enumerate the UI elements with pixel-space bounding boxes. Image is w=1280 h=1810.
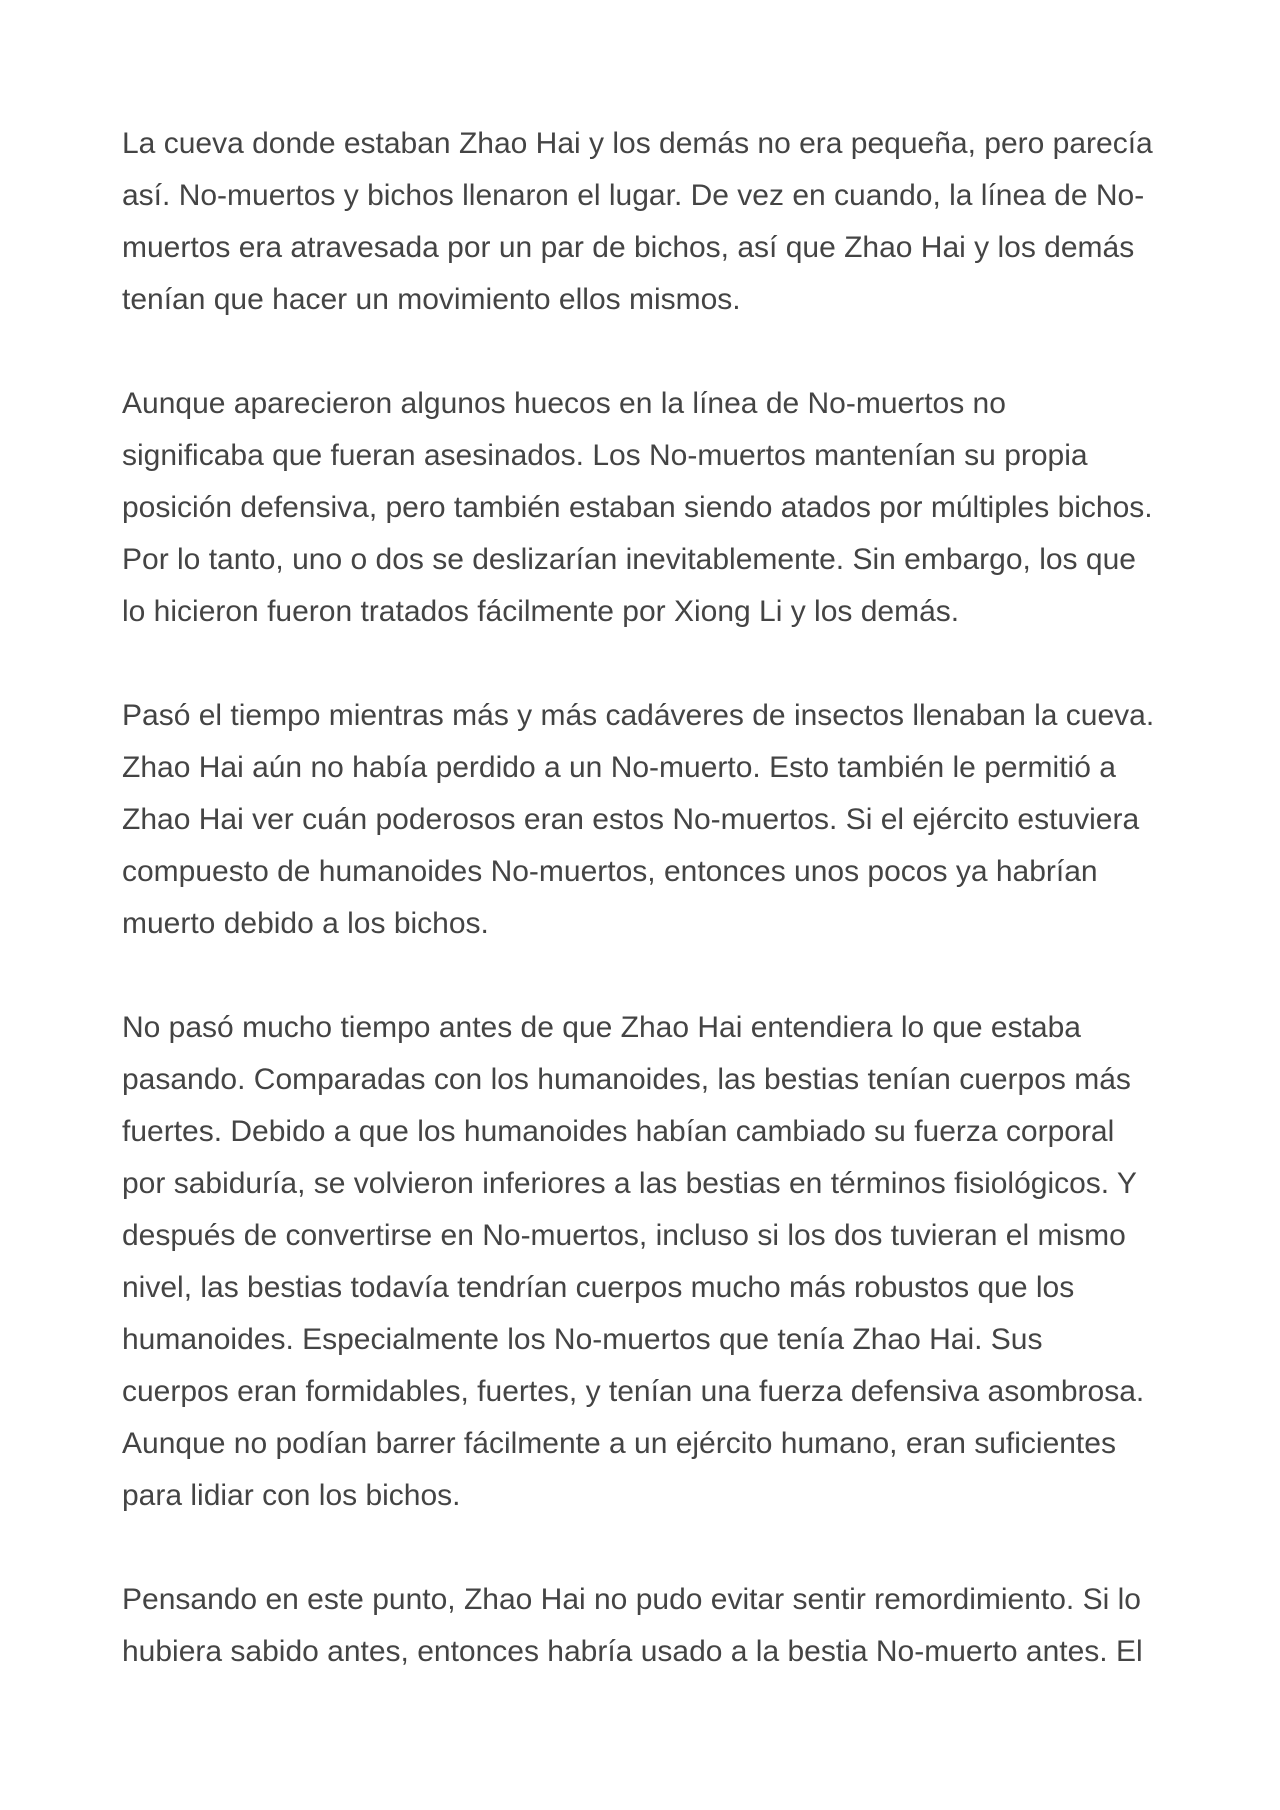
text-line: Aunque aparecieron algunos huecos en la línea de No-muertos no <box>122 387 1006 420</box>
text-line: cuerpos eran formidables, fuertes, y tenían una fuerza defensiva asombrosa. <box>122 1375 1145 1408</box>
text-line: por sabiduría, se volvieron inferiores a las bestias en términos fisiológicos. Y <box>122 1167 1137 1200</box>
text-line: posición defensiva, pero también estaban siendo atados por múltiples bichos. <box>122 491 1153 524</box>
paragraph-3 <box>122 690 1162 950</box>
text-line: compuesto de humanoides No-muertos, entonces unos pocos ya habrían <box>122 855 1098 888</box>
text-line: después de convertirse en No-muertos, incluso si los dos tuvieran el mismo <box>122 1219 1126 1252</box>
text-line: tenían que hacer un movimiento ellos mismos. <box>122 283 741 316</box>
text-line: Aunque no podían barrer fácilmente a un ejército humano, eran suficientes <box>122 1427 1116 1460</box>
paragraph-5 <box>122 1574 1162 1678</box>
text-line: así. No-muertos y bichos llenaron el lugar. De vez en cuando, la línea de No- <box>122 179 1145 212</box>
text-line: No pasó mucho tiempo antes de que Zhao Hai entendiera lo que estaba <box>122 1011 1081 1044</box>
text-line: significaba que fueran asesinados. Los No-muertos mantenían su propia <box>122 439 1088 472</box>
text-line: Zhao Hai ver cuán poderosos eran estos No-muertos. Si el ejército estuviera <box>122 803 1140 836</box>
document-body <box>122 118 1162 1730</box>
text-line: nivel, las bestias todavía tendrían cuerpos mucho más robustos que los <box>122 1271 1075 1304</box>
text-line: fuertes. Debido a que los humanoides habían cambiado su fuerza corporal <box>122 1115 1115 1148</box>
text-line: Pasó el tiempo mientras más y más cadáveres de insectos llenaban la cueva. <box>122 699 1155 732</box>
text-line: lo hicieron fueron tratados fácilmente por Xiong Li y los demás. <box>122 595 960 628</box>
text-line: hubiera sabido antes, entonces habría usado a la bestia No-muerto antes. El <box>122 1635 1143 1668</box>
paragraph-4 <box>122 1002 1162 1522</box>
paragraph-1 <box>122 118 1162 326</box>
text-line: La cueva donde estaban Zhao Hai y los demás no era pequeña, pero parecía <box>122 127 1153 160</box>
text-line: Por lo tanto, uno o dos se deslizarían inevitablemente. Sin embargo, los que <box>122 543 1136 576</box>
text-line: pasando. Comparadas con los humanoides, las bestias tenían cuerpos más <box>122 1063 1131 1096</box>
text-line: humanoides. Especialmente los No-muertos que tenía Zhao Hai. Sus <box>122 1323 1043 1356</box>
text-line: muertos era atravesada por un par de bichos, así que Zhao Hai y los demás <box>122 231 1135 264</box>
text-line: muerto debido a los bichos. <box>122 907 489 940</box>
text-line: Pensando en este punto, Zhao Hai no pudo evitar sentir remordimiento. Si lo <box>122 1583 1141 1616</box>
paragraph-2 <box>122 378 1162 638</box>
text-line: para lidiar con los bichos. <box>122 1479 461 1512</box>
text-line: Zhao Hai aún no había perdido a un No-muerto. Esto también le permitió a <box>122 751 1116 784</box>
